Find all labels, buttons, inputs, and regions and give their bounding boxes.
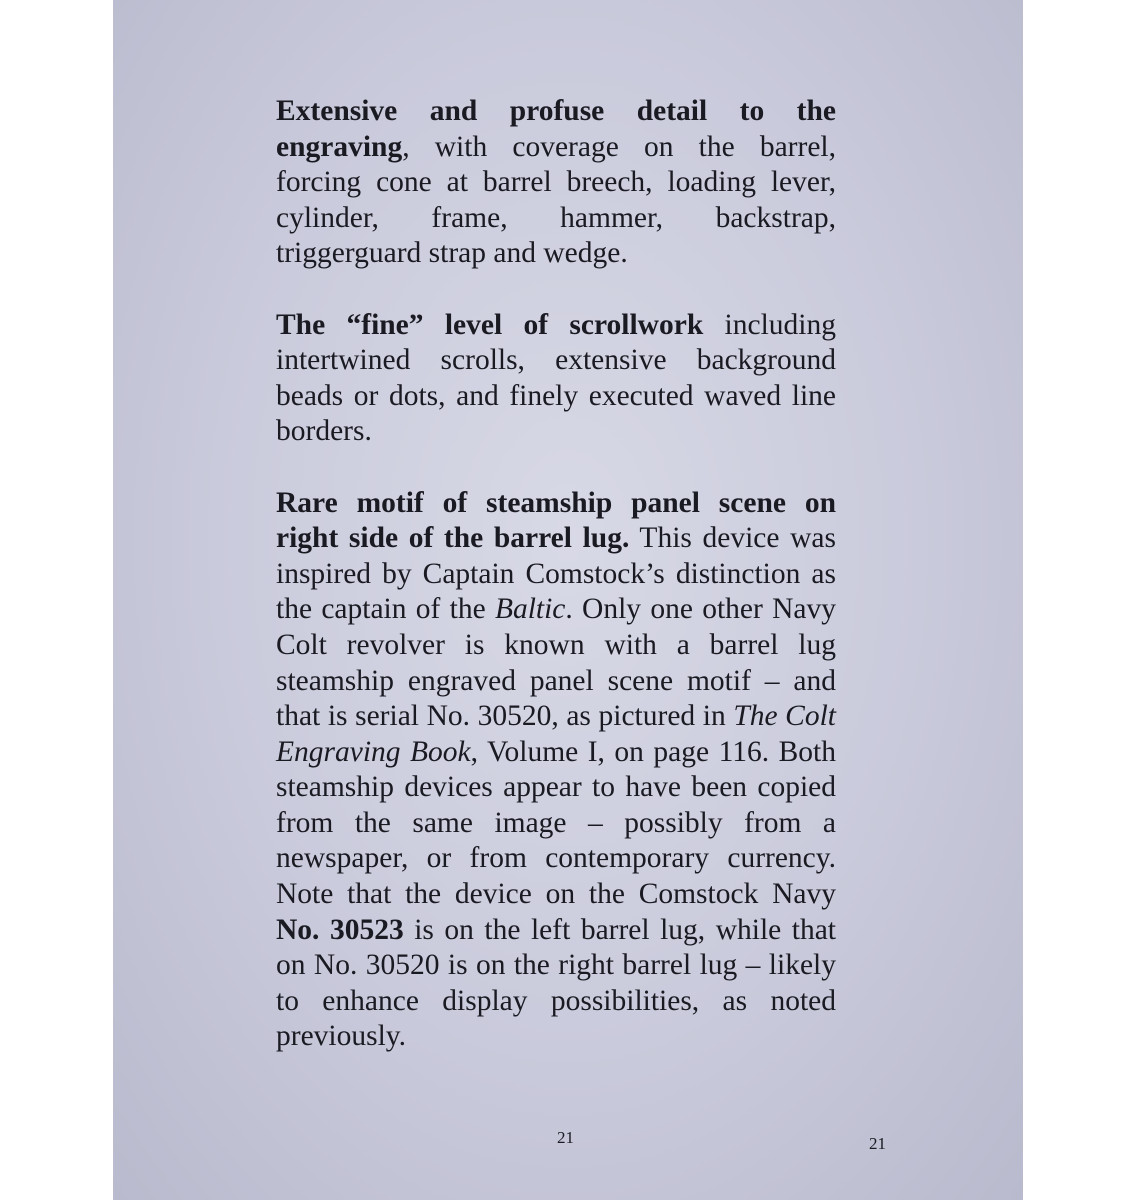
paragraph-heading: Extensive and profuse detail to the engraving <box>276 95 836 163</box>
paragraph-text: , Volume I, on page 116. Both steamship devices appear to have been copied from the same image – possibly from a newspaper, or from contemporary currency. Note that the device on the Comstock Navy <box>276 735 836 911</box>
paragraph-text: is on the left barrel lug, while that on No. 30520 is on the right barrel lug – likely to enhance display possibilities, as noted previously. <box>276 913 836 1053</box>
paragraph-text: including intertwined scrolls, extensive background beads or dots, and finely executed waved line borders. <box>276 308 836 448</box>
serial-number: No. 30523 <box>276 913 404 946</box>
paragraph-scrollwork <box>276 308 836 450</box>
page-number: 21 <box>557 1128 574 1147</box>
document-page <box>113 0 1023 1200</box>
paragraph-engraving-detail <box>276 94 836 272</box>
ship-name: Baltic <box>494 593 566 626</box>
book-title: The Colt Engraving Book <box>276 700 836 768</box>
body-text <box>276 94 836 1055</box>
paragraph-text: . Only one other Navy Colt revolver is known with a barrel lug steamship engraved panel scene motif – and that is serial No. 30520, as pictured in <box>276 593 837 733</box>
page-number-corner: 21 <box>869 1134 886 1153</box>
paragraph-text: , with coverage on the barrel, forcing cone at barrel breech, loading lever, cylinder, frame, hammer, backstrap, triggerguard strap and wedge. <box>276 130 836 270</box>
paragraph-text: This device was inspired by Captain Comstock’s distinction as the captain of the <box>276 522 836 626</box>
paragraph-steamship-motif <box>276 486 836 1056</box>
paragraph-heading: Rare motif of steamship panel scene on right side of the barrel lug. <box>276 486 836 555</box>
paragraph-heading: The “fine” level of scrollwork <box>276 308 704 341</box>
